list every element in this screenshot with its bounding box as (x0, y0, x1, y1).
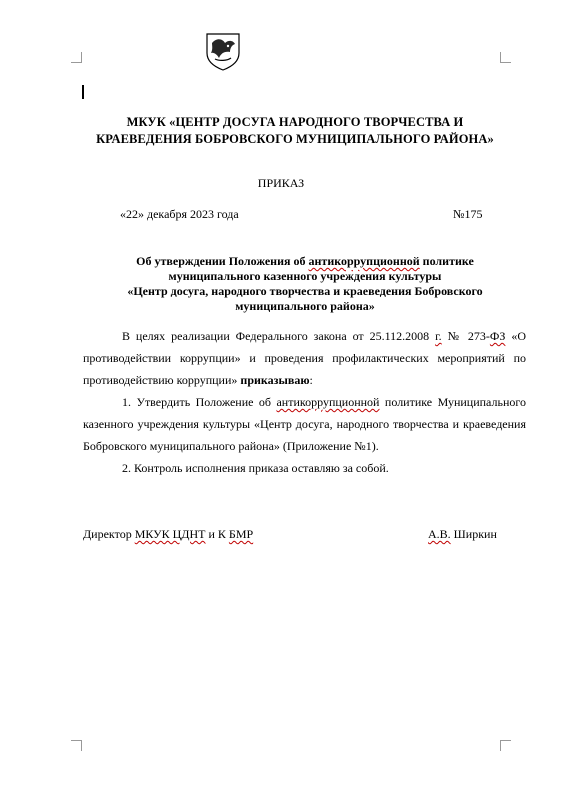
signature-position: Директор МКУК ЦДНТ и К БМР (83, 527, 254, 541)
organization-header (60, 114, 530, 148)
order-subject (95, 254, 515, 314)
list-item-2: 2. Контроль исполнения приказа оставляю за собой. (122, 461, 389, 475)
subject-line-4: муниципального района» (235, 299, 375, 313)
text-cursor (82, 85, 84, 99)
crop-mark-top-right (500, 52, 511, 63)
org-line-2: КРАЕВЕДЕНИЯ БОБРОВСКОГО МУНИЦИПАЛЬНОГО РАЙОНА» (96, 132, 494, 146)
coat-of-arms-emblem-icon (203, 31, 243, 71)
order-body (83, 325, 526, 479)
list-item-1: 1. Утвердить Положение об антикоррупционной политике Муниципального казенного учреждения культуры «Центр досуга, народного творчества и краеведения Бобровского муниципального района» (Приложение №1). (83, 395, 526, 453)
crop-mark-top-left (71, 52, 82, 63)
order-date: «22» декабря 2023 года (120, 207, 239, 221)
subject-line-3: «Центр досуга, народного творчества и краеведения Бобровского (127, 284, 483, 298)
intro-paragraph: В целях реализации Федерального закона от 25.112.2008 г. № 273-ФЗ «О противодействии коррупции» и проведения профилактических мероприятий по противодействию коррупции» приказываю: (83, 329, 526, 387)
crop-mark-bottom-right (500, 740, 511, 751)
org-line-1: МКУК «ЦЕНТР ДОСУГА НАРОДНОГО ТВОРЧЕСТВА И (126, 115, 464, 129)
crop-mark-bottom-left (71, 740, 82, 751)
order-number: №175 (453, 207, 483, 221)
order-title: ПРИКАЗ (257, 176, 305, 190)
subject-line-2: муниципального казенного учреждения культуры (168, 269, 442, 283)
subject-line-1: Об утверждении Положения об антикоррупционной политике (136, 254, 474, 268)
signature-name: А.В. Ширкин (428, 527, 497, 541)
